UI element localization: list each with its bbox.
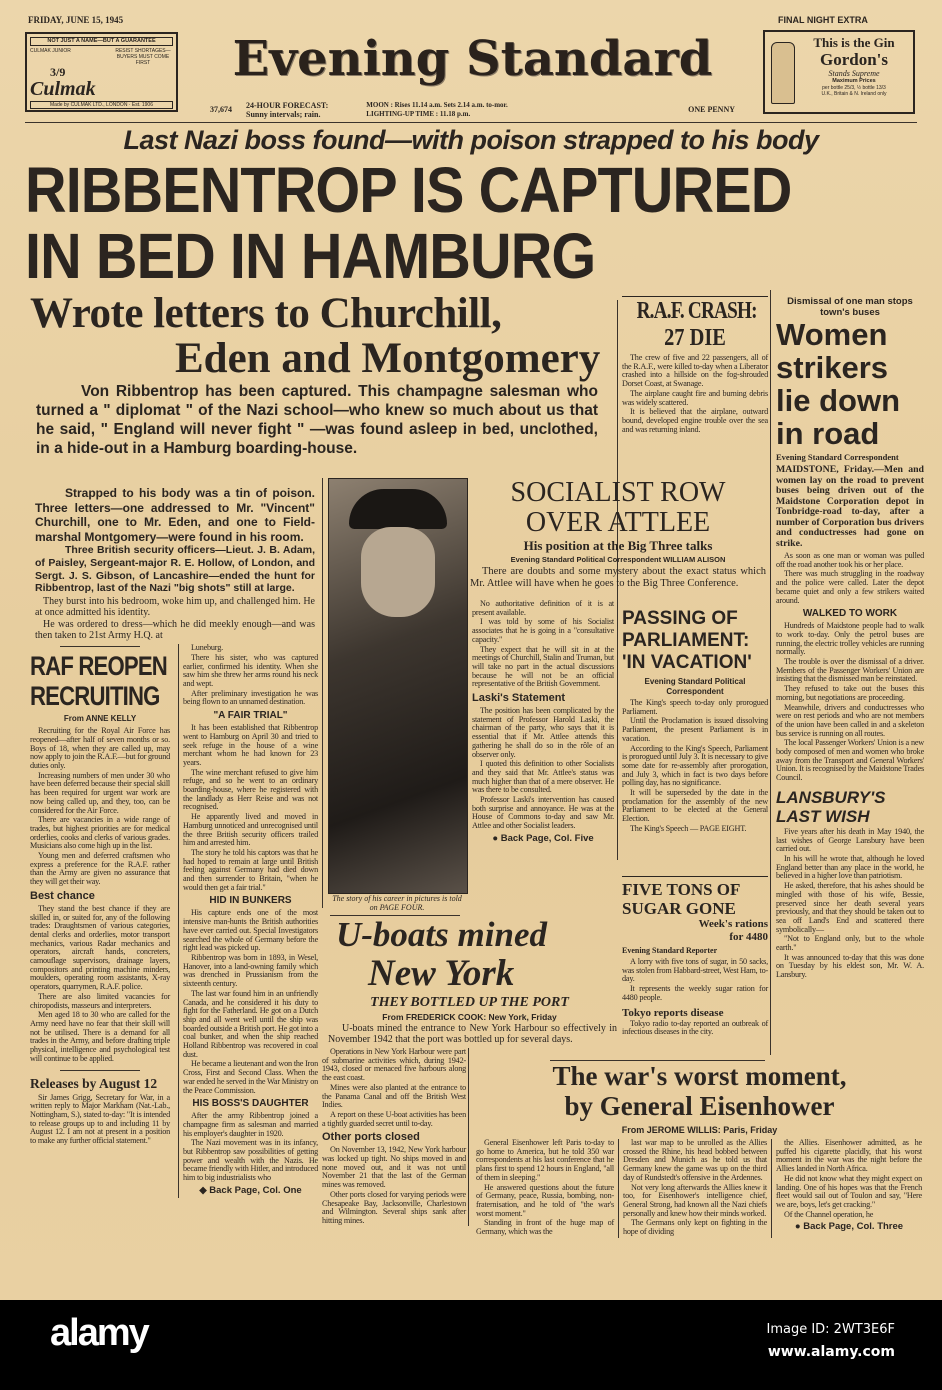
uboats-headline-line2: New York: [368, 953, 515, 994]
article-paragraph: It will be superseded by the date in the proclamation for the assembly of the new Parliament to be elected at the General Election.: [622, 788, 768, 824]
article-paragraph: the Allies. Eisenhower admitted, as he puffed his cigarette placidly, that his worst moment in the war was the night before the Allies landed in North Africa.: [776, 1138, 922, 1174]
socialist-intro: There are doubts and some mystery about the exact status which Mr. Attlee will have when he goes to the Big Three Conference.: [470, 566, 766, 589]
uboats-headline-line1: U-boats mined: [336, 915, 547, 954]
article-paragraph: According to the King's Speech, Parliament is prorogued until July 3. It is necessary to give some date for re-assembly after prorogation, and July 3, which in fact is two days before polling day, has no significance.: [622, 743, 768, 788]
parliament-byline: Evening Standard Political Correspondent: [644, 677, 746, 696]
socialist-byline: Evening Standard Political Correspondent WILLIAM ALISON: [510, 555, 726, 564]
article-paragraph: He apparently lived and moved in Hamburg unnoticed and unrecognised until the three British security officers trailed him and arrested him.: [183, 812, 318, 848]
article-paragraph: There are also limited vacancies for chiropodists, masseurs and interpreters.: [30, 991, 170, 1010]
right-column: [776, 296, 924, 981]
ad-brand-logo: Culmak: [30, 78, 96, 100]
article-paragraph: The Germans only kept on fighting in the hope of dividing: [623, 1218, 767, 1237]
releases-body: Sir James Grigg, Secretary for War, in a written reply to Major Markham (Nat.-Lab., Nottingham, S.), stated to-day: "It is intended to release groups up to and including 11 by August 12. I am not at present in a position to make any further official statement.": [30, 1092, 170, 1146]
stock-photo-footer: [0, 1300, 942, 1390]
article-paragraph: The story he told his captors was that he had hoped to remain at large until British feeling against Germany had died down and then surrender to Britain, "when he would then get a fair trial.": [183, 847, 318, 892]
article-paragraph: Operations in New York Harbour were part of submarine activities which, during 1942-1943, closed or menaced five harbours along the east coast.: [322, 1047, 466, 1083]
moon-lighting: [366, 101, 507, 119]
article-paragraph: Men aged 18 to 30 who are called for the Army need have no fear that their skill will not be utilised. There is a demand for all trades in the Army, and before drafting triple physical, intelligence and psychological test will continue to be applied.: [30, 1010, 170, 1063]
alamy-logo: alamy: [50, 1312, 148, 1354]
article-paragraph: It represents the weekly sugar ration for 4480 people.: [622, 984, 768, 1002]
article-paragraph: Until the Proclamation is issued dissolving Parliament, the present Parliament is in vacation.: [622, 716, 768, 743]
socialist-header: [470, 478, 766, 589]
section-subhead: HIS BOSS'S DAUGHTER: [192, 1098, 309, 1110]
article-paragraph: last war map to be unrolled as the Allies crossed the Rhine, his head bobbed between Dresden and Munich as he told us that Germany knew the game was up on the third day of Rundstedt's offensive in the Ardennes.: [623, 1138, 767, 1182]
article-paragraph: He answered questions about the future of Germany, peace, Russia, bombing, non-fraternisation, and he told of "the war's worst moment.": [476, 1182, 614, 1218]
article-paragraph: He became a lieutenant and won the Iron Cross, First and Second Class. When the war ended he served in the War Ministry on the Peace Commission.: [183, 1059, 318, 1095]
parliament-headline-line1: PASSING OF: [622, 608, 738, 629]
lansbury-article: [776, 788, 924, 980]
masthead-info-row: [210, 101, 735, 119]
lead-body: [30, 596, 315, 641]
uboats-intro: U-boats mined the entrance to New York Harbour so effectively in November 1942 that the port was bottled up for several days.: [328, 1023, 617, 1045]
socialist-headline-line2: OVER ATTLEE: [525, 507, 711, 538]
article-paragraph: Meanwhile, drivers and conductresses who were on rest periods and who are not members of the union have been called in and a skeleton bus service is running on all routes.: [776, 702, 924, 738]
image-id: Image ID: 2WT3E6F: [766, 1322, 895, 1337]
section-divider: [60, 646, 140, 647]
ad-maker: Made by CULMAK LTD., LONDON · Est. 1906: [30, 101, 173, 109]
gordons-gin-advert: [763, 30, 915, 114]
lead-subhead-line1: Wrote letters to Churchill,: [30, 290, 502, 337]
article-paragraph: The wine merchant refused to give him refuge, and so he went to an ordinary boarding-house, where he registered with the landlady as Herr Reise and was not recognised.: [183, 767, 318, 812]
ribbentrop-photo: [328, 478, 468, 894]
source-url: www.alamy.com: [767, 1344, 895, 1360]
lead-intro: Von Ribbentrop has been captured. This champagne salesman who turned a " diplomat " of the Nazi school—who knew so much about us that he said, " England will never fight " —was found asleep in bed, unclothed, in a hide-out in a Hamburg boarding-house.: [36, 383, 598, 457]
article-paragraph: They stand the best chance if they are skilled in, or suited for, any of the following trades: Draughtsmen of various categories, dental clerks and orderlies, motor transport mechanics, various Radar mechanics and operators, aircraft hands, concreters, camouflage supervisors, drainage layers, compositors and printing machine minders, moulders, operating room assistants, X-ray operators, quarrymen, R.A.F. police.: [30, 903, 170, 992]
article-paragraph: After the army Ribbentrop joined a champagne firm as salesman and married his employer's daughter in 1920.: [183, 1111, 318, 1138]
uboats-byline: From FREDERICK COOK: New York, Friday: [382, 1012, 557, 1022]
face-shape: [361, 527, 435, 617]
lead-paragraph: They burst into his bedroom, woke him up, and challenged him. He at once admitted his identity.: [35, 596, 315, 619]
article-paragraph: The last war found him in an unfriendly Canada, and he considered it his duty to fight for the Fatherland. He got on a Dutch ship and all went well until the ship was boarded outside a British port. He got into a coal bunker, and when the ship reached Holland Ribbentrop was recovered in coal dust.: [183, 988, 318, 1059]
article-paragraph: Hundreds of Maidstone people had to walk to work to-day. Only the petrol buses are running, the electric trolley vehicles are running normally.: [776, 621, 924, 657]
article-paragraph: He asked, therefore, that his ashes should be mingled with those of his wife, Bessie, preserved since her death several years previously, and that they should be taken out to sea off Land's End and scattered there symbolically—: [776, 881, 924, 934]
raf-recruiting-headline-line1: RAF REOPEN: [30, 651, 167, 682]
continuation-reference: ◆ Back Page, Col. One: [199, 1184, 302, 1196]
article-paragraph: The King's Speech — PAGE EIGHT.: [630, 823, 747, 833]
raf-crash-article: [622, 296, 768, 435]
article-paragraph: In his will he wrote that, although he loved England better than any place in the world, he believed in a higher love than patriotism.: [776, 853, 924, 881]
column-rule: [322, 478, 323, 908]
lead-subhead-line2: Eden and Montgomery: [175, 335, 601, 382]
lower-left-columns: [30, 644, 318, 1198]
sugar-headline-line2: SUGAR GONE: [622, 899, 736, 918]
eisenhower-body-col3: [771, 1139, 922, 1238]
article-paragraph: It is believed that the airplane, outward bound, developed engine trouble over the sea and was returning inland.: [622, 407, 768, 434]
strikers-body: [776, 552, 924, 783]
uboats-deck: THEY BOTTLED UP THE PORT: [370, 995, 569, 1010]
strikers-byline: Evening Standard Correspondent: [776, 452, 899, 462]
masthead-divider: [25, 122, 917, 123]
article-paragraph: Young men and deferred craftsmen who express a preference for the R.A.F. rather than the Army are given no assurance that they will get their way.: [30, 851, 170, 887]
masthead-title-logo: Evening Standard: [232, 31, 713, 87]
lansbury-body: [776, 828, 924, 980]
article-paragraph: Luneburg.: [191, 643, 223, 653]
strikers-kicker: Dismissal of one man stops town's buses: [787, 296, 913, 318]
socialist-body: [472, 600, 614, 846]
article-paragraph: His capture ends one of the most intensive man-hunts the British authorities have ever carried out. Special Investigators searched the whole of Germany before the right lead was picked up.: [183, 908, 318, 953]
article-paragraph: The King's speech to-day only prorogued Parliament.: [622, 698, 768, 716]
raf-recruiting-body: [30, 727, 170, 1063]
sugar-headline-line1: FIVE TONS OF: [622, 880, 741, 899]
lead-paragraph: Strapped to his body was a tin of poison. Three letters—one addressed to Mr. "Vincent" Churchill, one to Mr. Eden, and one to Field-marshal Montgomery—were found in his room.: [35, 486, 315, 544]
article-paragraph: It was announced to-day that this was done on Tuesday by his eldest son, Mr. W. A. Lansbury.: [776, 952, 924, 980]
eisenhower-headline-line2: by General Eisenhower: [564, 1091, 835, 1121]
article-paragraph: No authoritative definition of it is at present available.: [472, 599, 614, 617]
lead-paragraph: Three British security officers—Lieut. J. B. Adam, of Paisley, Sergeant-major R. E. Hollow, of London, and Sergt. J. S. Gibson, of Lancashire—ended the hunt for Ribbentrop, last of the Nazi "big shots" still at large.: [35, 544, 315, 595]
culmak-advert: [25, 32, 178, 112]
ad-price: 3/9: [50, 65, 66, 79]
ad-region: U.K., Britain & N. Ireland only: [821, 91, 887, 97]
forecast-text: Sunny intervals; rain.: [246, 110, 321, 119]
article-paragraph: Ribbentrop was born in 1893, in Wesel, Hanover, into a land-owning family which was drenched in Prussianism from the sixteenth century.: [183, 952, 318, 989]
article-paragraph: He did not know what they might expect on landing. One of his hopes was that the French fleet would sail out of Toulon and say, "Here we are, boys, let's get cracking.": [776, 1173, 922, 1209]
forecast-label: 24-HOUR FORECAST:: [246, 101, 329, 110]
section-subhead: Best chance: [30, 889, 95, 902]
strikers-article: [776, 296, 924, 783]
article-paragraph: Recruiting for the Royal Air Force has reopened—after half of seven months or so. Boys of 18, when they are called up, may now apply to join the R.A.F.—but for ground duties only.: [30, 726, 170, 770]
issue-date: FRIDAY, JUNE 15, 1945: [28, 15, 124, 25]
article-paragraph: The crew of five and 22 passengers, all of the R.A.F., were killed to-day when a Liberator crashed into a hillside on the fog-shrouded Dorset Coast, at Swanage.: [622, 353, 768, 389]
column-rule: [770, 290, 771, 1055]
edition-label: FINAL NIGHT EXTRA: [778, 15, 868, 25]
raf-recruiting-article: [30, 644, 170, 1198]
strikers-headline-line: lie down: [776, 383, 900, 418]
raf-crash-headline-line1: R.A.F. CRASH:: [636, 298, 757, 324]
section-divider: [60, 1070, 140, 1071]
continuation-reference: ● Back Page, Col. Three: [794, 1221, 904, 1233]
eisenhower-byline: From JEROME WILLIS: Paris, Friday: [621, 1125, 778, 1135]
section-subhead: HID IN BUNKERS: [209, 895, 292, 907]
eisenhower-article: [476, 1060, 923, 1238]
sugar-article: [622, 876, 768, 1037]
tokyo-body: Tokyo radio to-day reported an outbreak of infectious diseases in the city.: [622, 1018, 768, 1037]
gin-bottle-icon: [771, 42, 795, 104]
article-paragraph: The position has been complicated by the statement of Professor Harold Laski, the chairman of the party, who says that it is essential that if Mr. Attlee attends this gathering he shall do so in the rôle of an observer only.: [472, 706, 614, 759]
article-paragraph: There his sister, who was captured earlier, confirmed his identity. When she saw him she threw her arms round his neck and wept.: [183, 652, 318, 688]
tokyo-headline: Tokyo reports disease: [622, 1006, 724, 1019]
ad-tagline: NOT JUST A NAME—BUT A GUARANTEE: [30, 37, 173, 46]
article-paragraph: There are vacancies in a wide range of trades, but highest priorities are for medical orderlies, cooks and clerks of various grades. Musicians also come high up in the list.: [30, 815, 170, 851]
lansbury-headline-line2: LAST WISH: [776, 806, 870, 826]
parliament-headline-line3: 'IN VACATION': [622, 652, 752, 673]
eisenhower-columns: [476, 1139, 923, 1238]
article-paragraph: Increasing numbers of men under 30 who have been deferred because their special skill has been required for urgent war work are now being called up, and they, too, can be considered for the Air Force.: [30, 770, 170, 815]
lead-headline-line2: IN BED IN HAMBURG: [25, 220, 596, 292]
ad-note: RESIST SHORTAGES—BUYERS MUST COME FIRST: [115, 48, 171, 66]
section-subhead: "A FAIR TRIAL": [213, 710, 288, 722]
article-paragraph: The Nazi movement was in its infancy, but Ribbentrop saw possibilities of getting power and wealth with the Nazis. He became friendly with Hitler, and introduced him to big industrialists who: [183, 1138, 318, 1183]
price: ONE PENNY: [688, 105, 735, 114]
ad-prices: per bottle 25/3, ½ bottle 13/3: [822, 85, 886, 91]
socialist-headline-line1: SOCIALIST ROW: [510, 477, 726, 508]
section-subhead: Laski's Statement: [472, 692, 566, 705]
ad-slogan: Stands Supreme: [828, 69, 880, 78]
sugar-deck: for 4480: [729, 931, 768, 943]
article-paragraph: After preliminary investigation he was being flown to an unnamed destination.: [183, 688, 318, 707]
ad-brand-logo: Gordon's: [819, 50, 889, 69]
article-paragraph: I was told by some of his Socialist associates that he is going in a "consultative capacity.": [472, 617, 614, 644]
article-paragraph: They refused to take out the buses this morning, but negotiations are proceeding.: [776, 684, 924, 702]
lead-kicker: Last Nazi boss found—with poison strapped to his body: [123, 125, 819, 155]
article-paragraph: It has been established that Ribbentrop went to Hamburg on April 30 and tried to seek refuge in the house of a wine merchant whom he had known for 23 years.: [183, 723, 318, 767]
lead-paragraph: He was ordered to dress—which he did meekly enough—and was then taken to 21st Army H.Q. at: [35, 619, 315, 642]
article-paragraph: As soon as one man or woman was pulled off the road another took his or her place.: [776, 551, 924, 569]
article-paragraph: A report on these U-boat activities has been a tightly guarded secret until to-day.: [322, 1109, 466, 1128]
eisenhower-headline-line1: The war's worst moment,: [552, 1061, 847, 1091]
article-paragraph: Of the Channel operation, he: [784, 1209, 874, 1219]
photo-caption: The story of his career in pictures is told on PAGE FOUR.: [332, 894, 462, 912]
article-paragraph: "Not to England only, but to the whole earth.": [776, 934, 924, 953]
raf-crash-headline-line2: 27 DIE: [664, 325, 726, 351]
strikers-intro: MAIDSTONE, Friday.—Men and women lay on the road to prevent buses being driven out of the Maidstone Corporation depot in Tonbridge-road to-day, after a number of Corporation bus drivers and conductresses had gone on strike.: [776, 464, 924, 549]
lighting-up-time: LIGHTING-UP TIME : 11.18 p.m.: [366, 110, 471, 118]
strikers-headline-line: Women: [776, 317, 888, 352]
cap-shape: [349, 489, 447, 529]
uboats-body: [322, 1048, 469, 1226]
sugar-byline: Evening Standard Reporter: [622, 946, 718, 955]
strikers-headline-line: in road: [776, 416, 880, 451]
article-paragraph: They expect that he will sit in at the meetings of Churchill, Stalin and Truman, but will take no part in the actual discussions because he will not be an official representative of the British Government.: [472, 644, 614, 689]
article-paragraph: The airplane caught fire and burning debris was widely scattered.: [622, 388, 768, 407]
sugar-deck: Week's rations: [698, 918, 768, 930]
lead-headline-line1: RIBBENTROP IS CAPTURED: [25, 154, 792, 226]
lead-bold-paragraphs: [30, 486, 315, 595]
article-paragraph: Other ports closed for varying periods were Chesapeake Bay, Jacksonville, Charlestown and Wilmington. Several ships sank after hitting mines.: [322, 1189, 466, 1225]
lead-continuation-column: [178, 644, 318, 1198]
section-subhead: Other ports closed: [322, 1131, 420, 1144]
article-paragraph: There was much struggling in the roadway and the police were called. Later the depot became quiet and only a few strikers waited around.: [776, 569, 924, 605]
article-paragraph: The trouble is over the dismissal of a driver. Members of the Passenger Workers' Union are insisting that the dismissed man be reinstated.: [776, 657, 924, 684]
ad-headline: This is the Gin: [813, 35, 895, 50]
strikers-headline-line: strikers: [776, 350, 889, 385]
parliament-headline-line2: PARLIAMENT:: [622, 630, 750, 651]
ad-prices-label: Maximum Prices: [832, 78, 876, 84]
article-paragraph: Five years after his death in May 1940, the last wishes of George Lansbury have been carried out.: [776, 826, 924, 854]
article-paragraph: Not very long afterwards the Allies knew it too, for Eisenhower's intelligence chief, General Strong, had known all the Nazi chiefs personally and knew how their minds worked.: [623, 1182, 767, 1218]
sugar-body: [622, 958, 768, 1003]
left-flow-area: [30, 486, 318, 1198]
releases-headline: Releases by August 12: [30, 1075, 158, 1091]
raf-recruiting-headline-line2: RECRUITING: [30, 681, 160, 712]
continuation-reference: ● Back Page, Col. Five: [492, 832, 594, 844]
parliament-article: [622, 608, 768, 835]
moon-times: MOON : Rises 11.14 a.m. Sets 2.14 a.m. to-mor.: [366, 101, 508, 109]
article-paragraph: Mines were also planted at the entrance to the Panama Canal and off the British West Indies.: [322, 1082, 466, 1110]
eisenhower-body-col2: [618, 1139, 771, 1238]
article-paragraph: I quoted this definition to other Socialists and they said that Mr. Attlee's status was much higher than that of a mere observer. He was there to be consulted.: [472, 759, 614, 795]
eisenhower-body-col1: [476, 1139, 618, 1238]
issue-number: 37,674: [210, 105, 232, 114]
article-paragraph: The local Passenger Workers' Union is a new body composed of men and women who broke away from the Transport and General Workers' Union. It is recognised by the Maidstone Trades Council.: [776, 738, 924, 783]
article-paragraph: On November 13, 1942, New York harbour was locked up tight. No ships moved in and none moved out, and it was not until November 21 that the last of the German mines was removed.: [322, 1145, 466, 1190]
section-subhead: WALKED TO WORK: [802, 608, 898, 620]
raf-recruiting-byline: From ANNE KELLY: [63, 714, 137, 724]
lansbury-headline-line1: LANSBURY'S: [776, 787, 886, 807]
article-paragraph: General Eisenhower left Paris to-day to go home to America, but he told 350 war correspondents at his last conference that he plans first to spend 12 hours in England, "all of them in sleeping.": [476, 1138, 614, 1182]
ad-product: CULMAK JUNIOR: [30, 48, 71, 54]
article-paragraph: Professor Laski's intervention has caused both surprise and annoyance. He was at the House of Commons to-day and saw Mr. Attlee and other Socialist leaders.: [472, 795, 614, 831]
parliament-body: [622, 699, 768, 834]
article-paragraph: A lorry with five tons of sugar, in 50 sacks, was stolen from Habbard-street, West Ham, to-day.: [622, 957, 768, 984]
weather-forecast: [246, 101, 328, 119]
raf-crash-body: [622, 354, 768, 434]
socialist-deck: His position at the Big Three talks: [523, 538, 713, 553]
article-paragraph: Standing in front of the huge map of Germany, which was the: [476, 1218, 614, 1237]
